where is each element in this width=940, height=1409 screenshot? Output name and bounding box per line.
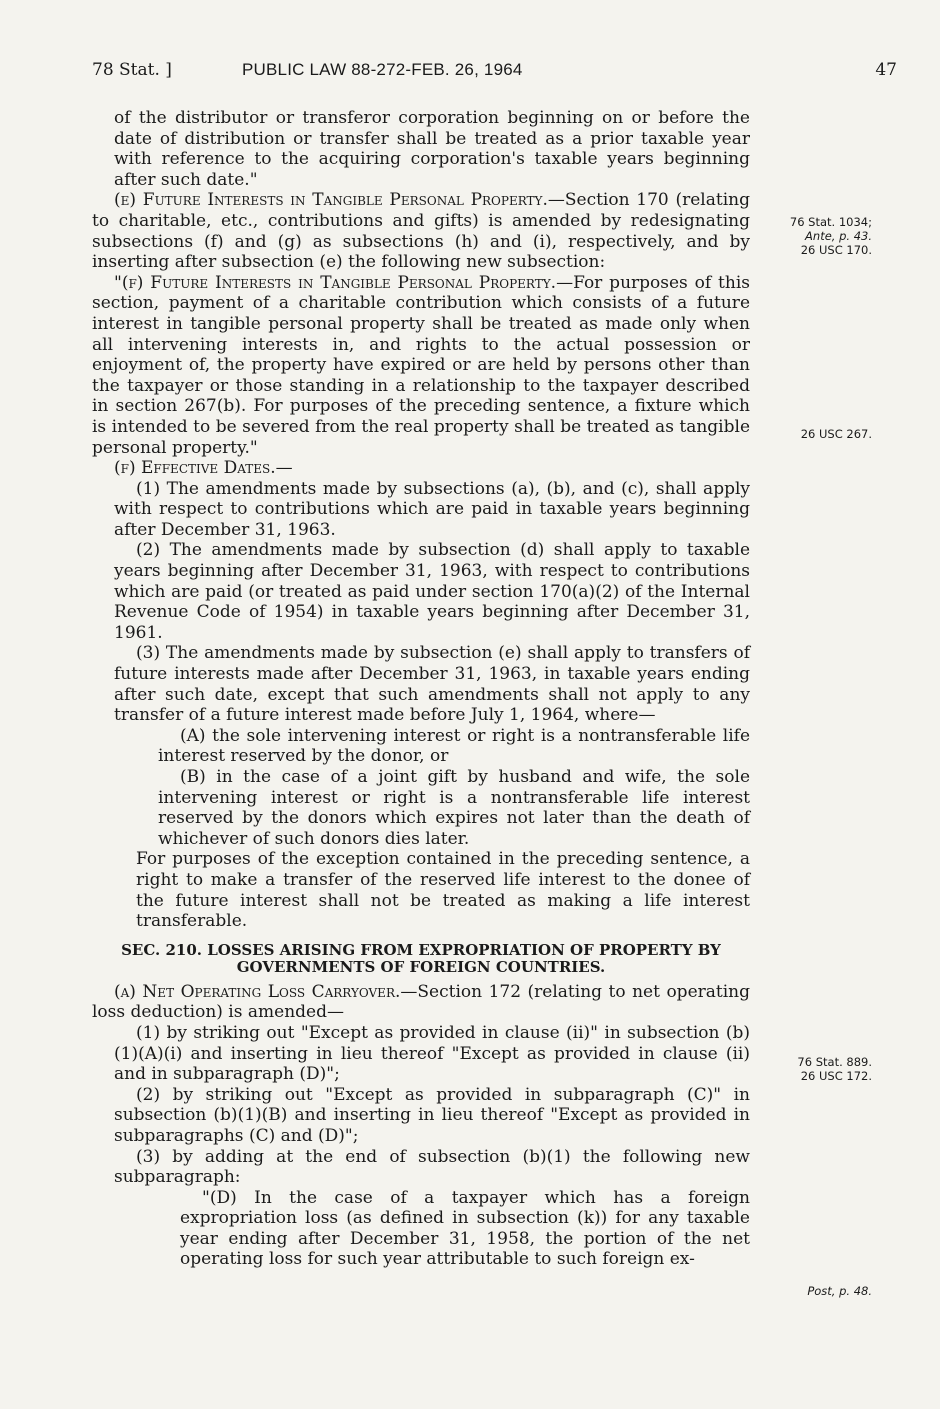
subsection-e: [92, 190, 750, 272]
subsection-a: [92, 982, 750, 1023]
quoted-subsection-f-text: —For purposes of this section, payment of a charitable contribution which consists of a future interest in tangible personal property shall be treated as made only when all intervening interests in, and rights to the actual possession or enjoyment of, the property have expired or are held by persons other than the taxpayer or those standing in a relationship to the taxpayer described in section 267(b). For purposes of the preceding sentence, a fixture which is intended to be severed from the real property shall be treated as tangible personal property.": [92, 272, 750, 458]
subsection-a-heading: (a) Net Operating Loss Carryover.: [114, 981, 401, 1002]
statute-volume: 78 Stat. ]: [92, 60, 172, 80]
paragraph-f3: (3) The amendments made by subsection (e) shall apply to transfers of future interests made after December 31, 1963, in taxable years ending after such date, except that such amendments shall not apply to any transfer of a future interest made before July 1, 1964, where—: [114, 643, 750, 726]
subsection-a-text: —Section 172 (relating to net operating loss deduction) is amended—: [92, 981, 750, 1023]
subparagraph-A: (A) the sole intervening interest or right is a nontransferable life interest reserved by the donor, or: [158, 725, 750, 767]
margin-note-3-line2: 26 USC 172.: [800, 1069, 872, 1083]
paragraph-a1: (1) by striking out "Except as provided in clause (ii)" in subsection (b)(1)(A)(i) and inserting in lieu thereof "Except as provided in clause (ii) and in subparagraph (D)";: [114, 1022, 750, 1085]
exception-paragraph: For purposes of the exception contained in the preceding sentence, a right to make a transfer of the reserved life interest to the donee of the future interest shall not be treated as making a life interest transferable.: [136, 849, 750, 932]
subsection-e-heading: (e) Future Interests in Tangible Personal Property.: [114, 190, 548, 211]
quoted-subsection-f: [92, 273, 750, 458]
page-header: [92, 60, 897, 84]
margin-note-1-line1: 76 Stat. 1034;: [789, 215, 872, 229]
margin-note-3-line1: 76 Stat. 889.: [797, 1055, 872, 1069]
paragraph-a3: (3) by adding at the end of subsection (b)(1) the following new subparagraph:: [114, 1146, 750, 1188]
paragraph-continuation: of the distributor or transferor corporation beginning on or before the date of distribution or transfer shall be treated as a prior taxable year with reference to the acquiring corporation's taxable years beginning after such date.": [114, 108, 750, 190]
margin-note-4: Post, p. 48.: [807, 1284, 872, 1298]
margin-note-1: [760, 215, 872, 257]
section-210-heading: SEC. 210. LOSSES ARISING FROM EXPROPRIATION OF PROPERTY BY GOVERNMENTS OF FOREIGN COUNTRIES.: [121, 940, 721, 976]
paragraph-f1: (1) The amendments made by subsections (a), (b), and (c), shall apply with respect to contributions which are paid in taxable years beginning after December 31, 1963.: [114, 478, 750, 540]
subsection-f-heading: (f) Effective Dates.—: [114, 458, 293, 479]
subsection-e-text: —Section 170 (relating to charitable, etc., contributions and gifts) is amended by redesignating subsections (f) and (g) as subsections (h) and (i), respectively, and by inserting after subsection (e) the following new subsection:: [92, 190, 750, 273]
quoted-subsection-f-heading: "(f) Future Interests in Tangible Personal Property.: [114, 272, 557, 293]
margin-note-2: 26 USC 267.: [800, 427, 872, 441]
body-text: [92, 108, 750, 1270]
paragraph-f2: (2) The amendments made by subsection (d) shall apply to taxable years beginning after December 31, 1963, with respect to contributions which are paid (or treated as paid under section 170(a)(2) of the Internal Revenue Code of 1954) in taxable years beginning after December 31, 1961.: [114, 540, 750, 643]
margin-note-1-line3: 26 USC 170.: [800, 243, 872, 257]
subparagraph-D: "(D) In the case of a taxpayer which has a foreign expropriation loss (as defined in subsection (k)) for any taxable year ending after December 31, 1958, the portion of the net operating loss for such year attributable to such foreign ex-: [180, 1187, 750, 1270]
paragraph-a2: (2) by striking out "Except as provided in subparagraph (C)" in subsection (b)(1)(B) and inserting in lieu thereof "Except as provided in subparagraphs (C) and (D)";: [114, 1084, 750, 1146]
page-number: 47: [875, 60, 897, 80]
page-title: PUBLIC LAW 88-272-FEB. 26, 1964: [242, 60, 523, 79]
margin-note-1-line2: Ante, p. 43.: [805, 229, 872, 243]
subparagraph-B: (B) in the case of a joint gift by husband and wife, the sole intervening interest or right is a nontransferable life interest reserved by the donors which expires not later than the death of whichever of such donors dies later.: [158, 767, 750, 849]
margin-note-3: [760, 1055, 872, 1083]
